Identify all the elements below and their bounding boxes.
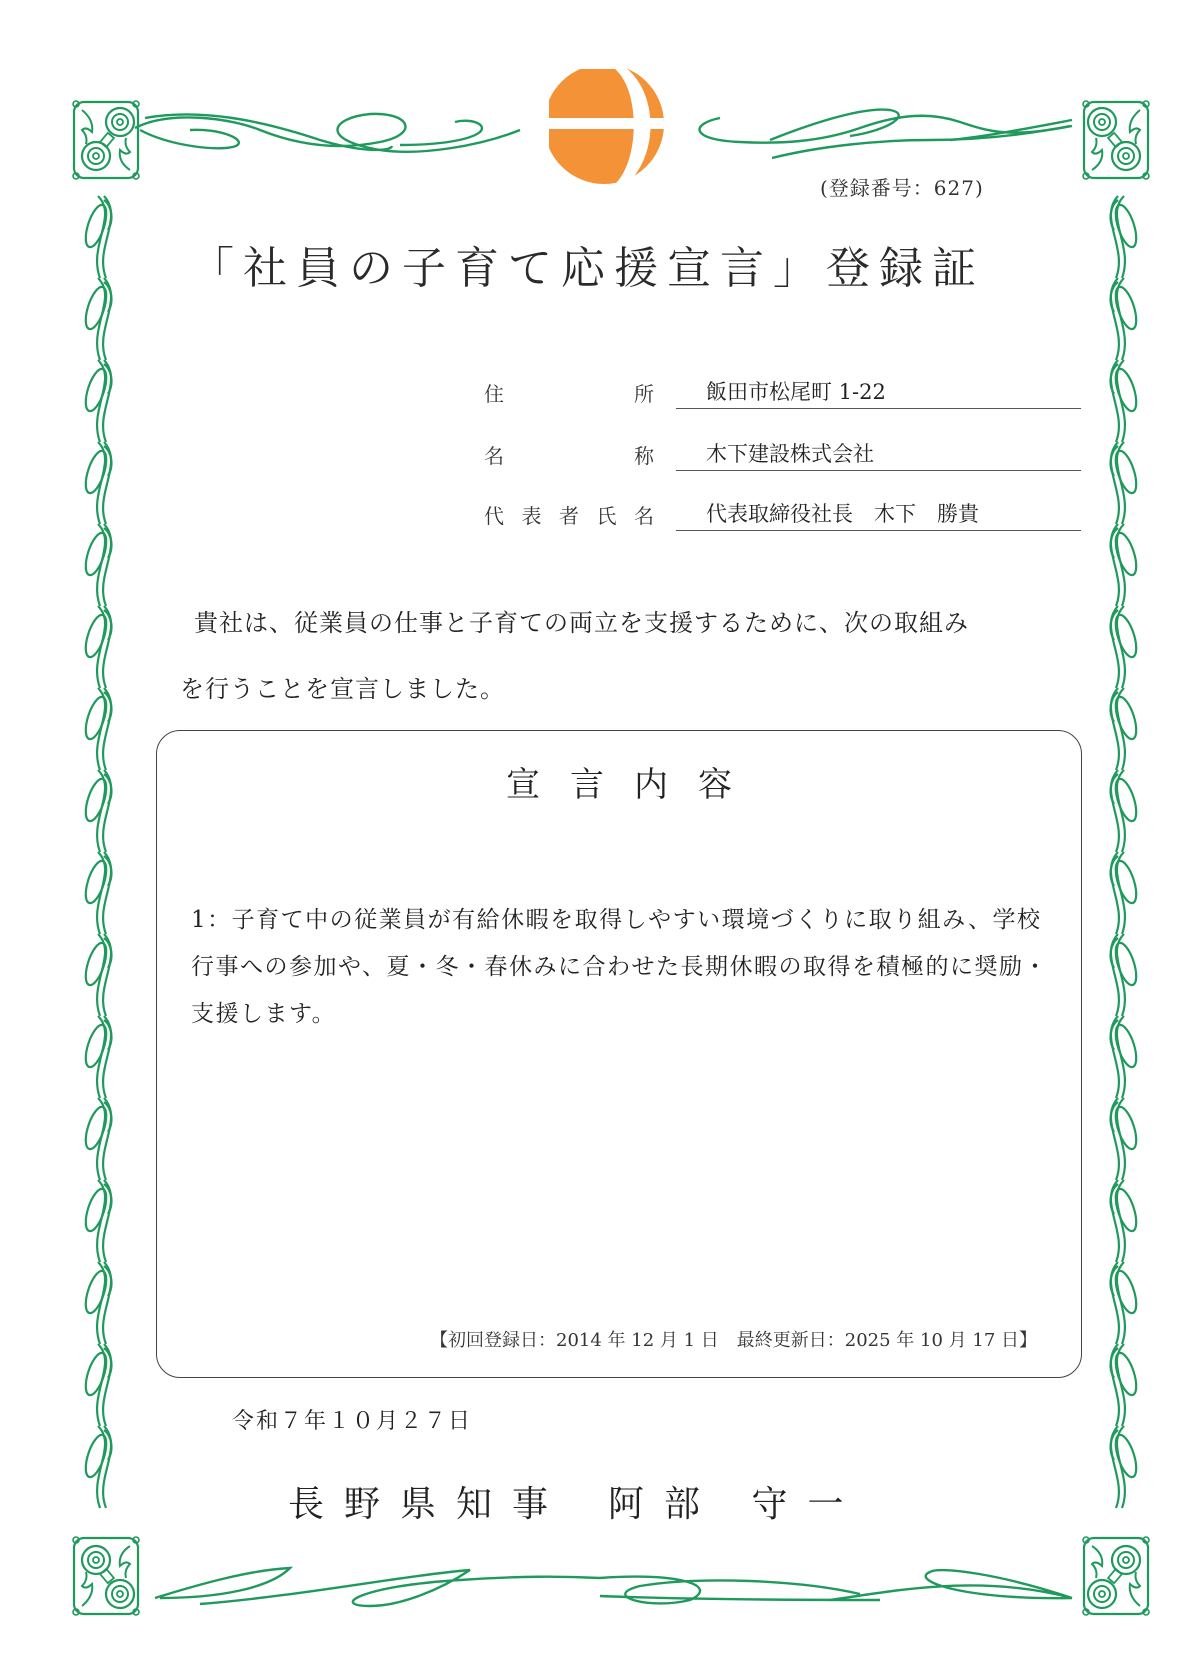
bottom-flourish <box>155 1568 1072 1606</box>
info-row-name <box>484 440 1084 480</box>
info-row-representative <box>484 500 1084 540</box>
left-vine-border <box>82 196 112 1508</box>
label-char: 氏 <box>596 504 617 528</box>
corner-ornament-bottom-right <box>1083 1537 1149 1615</box>
label-char: 名 <box>634 504 654 528</box>
top-flourish-right <box>700 110 1072 158</box>
registration-dates: 【初回登録日：2014 年 12 月 1 日 最終更新日：2025 年 10 月 17 日】 <box>430 1330 1037 1351</box>
registration-number: (登録番号：627) <box>820 176 984 200</box>
info-value-representative: 代表取締役社長 木下 勝貴 <box>706 502 979 526</box>
info-label-address <box>484 378 654 407</box>
declaration-item-1: 1：子育て中の従業員が有給休暇を取得しやすい環境づくりに取り組み、学校行事への参加や、夏・冬・春休みに合わせた長期休暇の取得を積極的に奨励・支援します。 <box>191 907 1049 1027</box>
info-row-address <box>484 378 1084 418</box>
top-flourish-left <box>135 114 520 152</box>
page-title: 「社員の子育て応援宣言」登録証 <box>190 243 985 294</box>
info-label-name <box>484 440 654 469</box>
intro-line-2: を行うことを宣言しました。 <box>180 675 505 703</box>
declaration-box <box>156 730 1082 1378</box>
label-char: 称 <box>634 444 654 468</box>
declaration-heading: 宣言内容 <box>506 765 762 805</box>
info-value-line <box>676 376 1081 409</box>
orange-circle-logo-icon <box>540 60 680 188</box>
corner-ornament-top-left <box>73 101 139 179</box>
issuer-signature <box>288 1476 863 1527</box>
issue-date: 令和７年１０月２７日 <box>232 1409 473 1434</box>
info-value-line <box>676 498 1081 531</box>
label-char: 代 <box>484 504 504 528</box>
label-char: 名 <box>484 444 504 468</box>
corner-ornament-bottom-left <box>73 1537 139 1615</box>
label-char: 住 <box>484 382 504 406</box>
label-char: 者 <box>559 504 579 528</box>
label-char: 表 <box>521 504 542 528</box>
intro-paragraph <box>180 590 1080 722</box>
label-char: 所 <box>634 382 654 406</box>
corner-ornament-top-right <box>1083 101 1149 179</box>
info-label-representative <box>484 500 654 529</box>
right-vine-border <box>1111 196 1141 1508</box>
info-value-line <box>676 438 1081 471</box>
intro-line-1: 貴社は、従業員の仕事と子育ての両立を支援するために、次の取組み <box>194 609 969 637</box>
info-value-address: 飯田市松尾町 1-22 <box>706 380 886 404</box>
issuer-name: 阿部 守一 <box>608 1484 864 1525</box>
issuer-title: 長野県知事 <box>288 1484 569 1525</box>
info-value-company-name: 木下建設株式会社 <box>706 442 874 466</box>
